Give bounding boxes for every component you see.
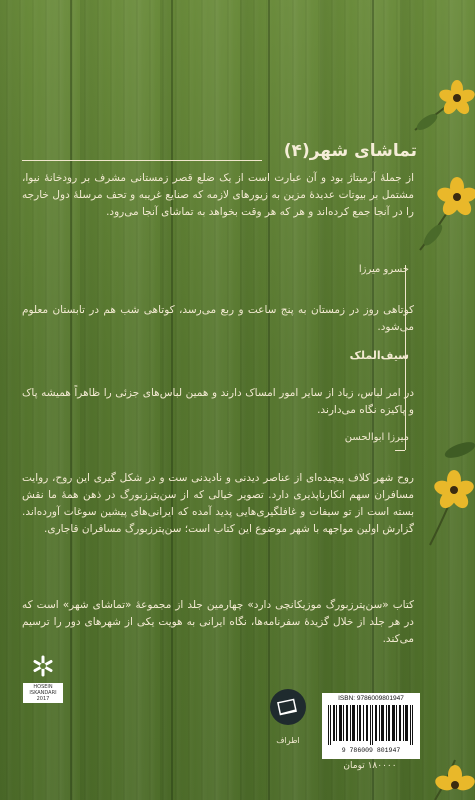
flower-icon [420, 440, 475, 550]
flower-icon [415, 165, 475, 255]
barcode-number: 9 786009 801947 [341, 747, 401, 754]
excerpt-author: سیف‌الملک [349, 349, 409, 362]
series-title: تماشای شهر(۴) [283, 141, 417, 161]
publisher-logo-icon [269, 688, 307, 726]
excerpt-text: در امر لباس، زیاد از سایر امور امساک دارند و همین لباس‌های جزئی را ظاهراً همیشه پاک و پاکیزه نگاه می‌دارند. [22, 387, 414, 416]
flower-icon [425, 700, 475, 800]
excerpt-author: خسرو میرزا [358, 264, 409, 275]
title-rule [22, 160, 262, 161]
excerpt-text: کوتاهی روز در زمستان به پنج ساعت و ربع می‌رسد، کوتاهی شب هم در تابستان معلوم می‌شود. [22, 304, 414, 333]
publisher-name: اطراف [276, 736, 300, 745]
quote-frame-rule [395, 450, 405, 451]
asterisk-logo-icon [32, 655, 54, 677]
barcode-icon [328, 705, 414, 745]
series-note: کتاب «سن‌پترزبورگ موزیکانچی دارد» چهارمین جلد از مجموعهٔ «تماشای شهر» است که در هر جلد از خلال گزیدهٔ سفرنامه‌ها، نگاه ایرانی به هویت یکی از شهرهای دور را ترسیم می‌کند. [22, 599, 414, 645]
designer-credit: HOSEIN ISKANDARI 2017 [23, 683, 63, 703]
flower-icon [405, 60, 475, 140]
barcode-block [322, 693, 420, 759]
price-label: ۱۸۰۰۰۰ تومان [343, 761, 397, 771]
book-description: روح شهر کلاف پیچیده‌ای از عناصر دیدنی و نادیدنی ست و در شکل گیری این روح، روایت مسافران سهم انکارناپذیری دارد. تصویر خیالی که از سن‌پترزبورگ در ذهن‌ همهٔ ما نقش بسته است از تو سیفات و غافلگیری‌هایی پدید آمده که ایرانی‌های پیشین سوغات آورده‌اند. گزارش اولین مواجهه با شهر موضوع این کتاب است؛ سن‌پترزبورگ مسافران قاجاری. [22, 472, 414, 535]
isbn-text: ISBN: 9786009801947 [338, 695, 404, 702]
excerpt-text: از جملهٔ آرمیتاژ بود و آن عبارت است از یک ضلع قصر زمستانی مشرف بر رودخانهٔ نیوا، مشتمل بر بیوتات عدیدهٔ مزین به زیورهای لازمه که صنایع غریبه و تحف مرسلهٔ دول خارجه را در آنجا جمع کرده‌اند و هر که هر وقت بخواهد به تماشای آنجا می‌رود. [22, 172, 414, 218]
excerpt-author: میرزا ابوالحسن [344, 432, 409, 443]
